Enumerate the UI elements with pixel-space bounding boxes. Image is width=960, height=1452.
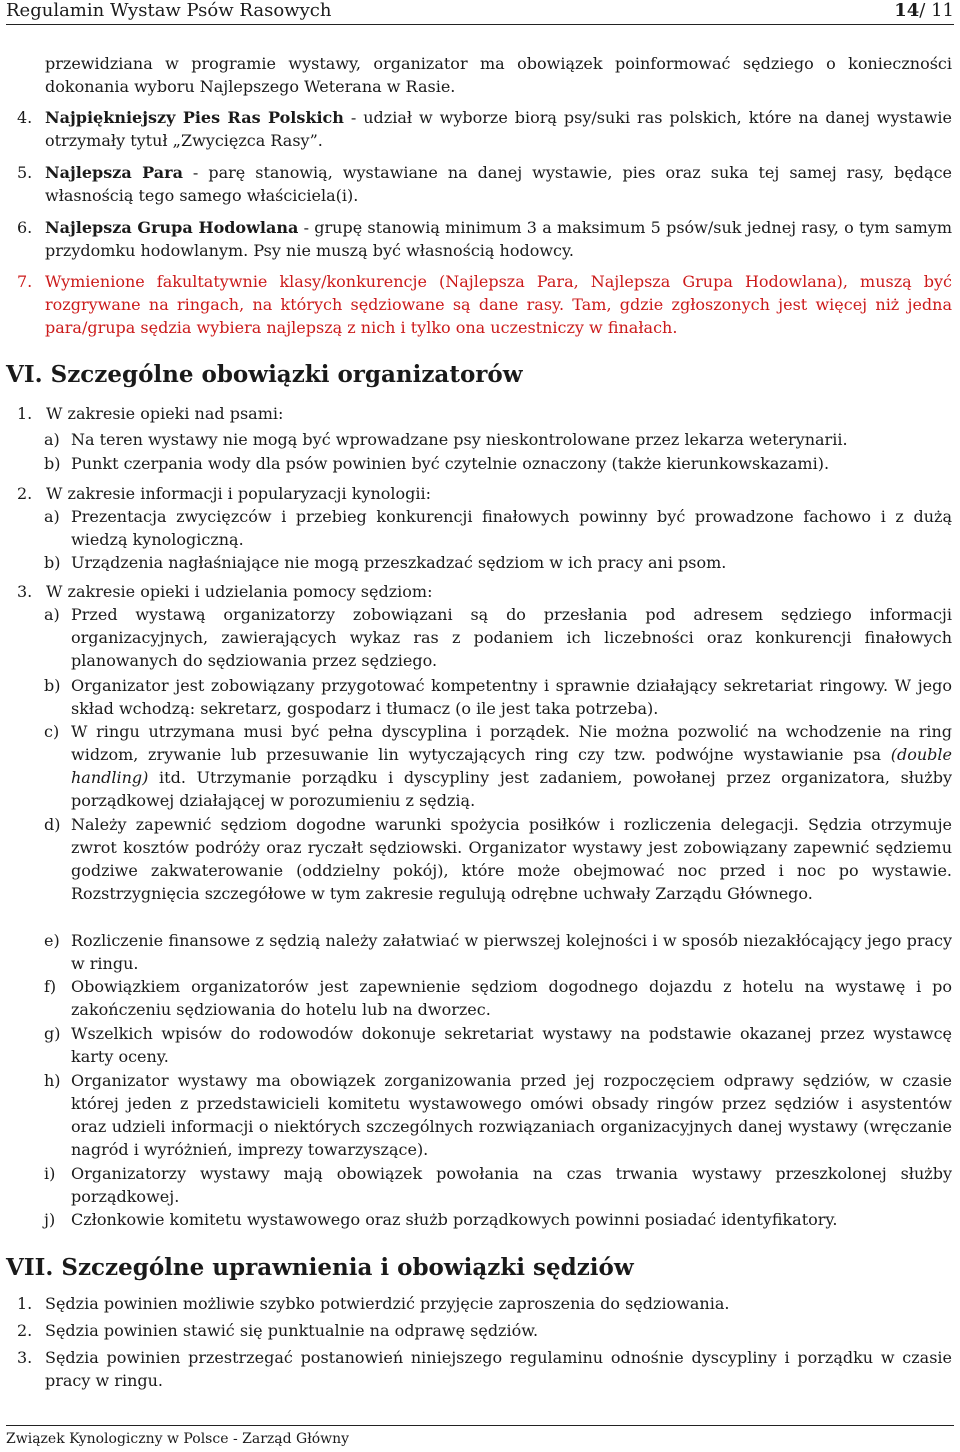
item-5: Najlepsza Para - parę stanowią, wystawiane na danej wystawie, pies oraz suka tej samej rasy, będące własnością tego samego właściciela(i). xyxy=(45,163,952,205)
sub-item: Organizator jest zobowiązany przygotować kompetentny i sprawnie działający sekretariat ringowy. W jego skład wchodzą: sekretarz, gospodarz i tłumacz (o ile jest taka potrzeba). xyxy=(71,676,952,718)
item-number: 5. xyxy=(17,163,33,182)
sub-item: W ringu utrzymana musi być pełna dyscyplina i porządek. Nie można pozwolić na wchodzenie na ring widzom, zrywanie lub przesuwanie lin wytyczających ring czy tzw. podwójne wystawianie psa (double handling) itd. Utrzymanie porządku i dyscypliny jest zadaniem, powołanej przez organizatora, służby porządkowej działającej w porozumieniu z sędzią. xyxy=(71,722,952,810)
list-item: W zakresie opieki nad psami: xyxy=(46,404,284,423)
sub-label: h) xyxy=(44,1071,61,1090)
sub-item: Prezentacja zwycięzców i przebieg konkurencji finałowych powinny być prowadzone fachowo i z dużą wiedzą kynologiczną. xyxy=(71,507,952,549)
sub-label: a) xyxy=(44,605,60,624)
list-item: Sędzia powinien możliwie szybko potwierdzić przyjęcie zaproszenia do sędziowania. xyxy=(45,1294,730,1313)
item-7: Wymienione fakultatywnie klasy/konkurencje (Najlepsza Para, Najlepsza Grupa Hodowlana), muszą być rozgrywane na ringach, na których sędziowane są dane rasy. Tam, gdzie zgłoszonych jest więcej niż jedna para/grupa sędzia wybiera najlepszą z nich i tylko ona uczestniczy w finałach. xyxy=(45,272,952,337)
list-number: 2. xyxy=(17,484,33,503)
sub-item: Organizator wystawy ma obowiązek zorganizowania przed jej rozpoczęciem odprawy sędziów, w czasie której jeden z przedstawicieli komitetu wystawowego omówi obsady ringów przez sędziów i asystentów oraz udzieli informacji o niektórych szczególnych rozwiązaniach organizacyjnych danej wystawy (wręczanie nagród i wyróżnień, imprezy towarzyszące). xyxy=(71,1071,952,1159)
sub-item: Członkowie komitetu wystawowego oraz służb porządkowych powinni posiadać identyfikatory. xyxy=(71,1210,838,1229)
list-number: 3. xyxy=(17,1348,33,1367)
list-item: Sędzia powinien przestrzegać postanowień niniejszego regulaminu odnośnie dyscypliny i porządku w czasie pracy w ringu. xyxy=(45,1348,952,1390)
page-header xyxy=(6,0,954,25)
sub-label: b) xyxy=(44,454,61,473)
sub-label: g) xyxy=(44,1024,61,1043)
item-number: 7. xyxy=(17,272,33,291)
list-number: 1. xyxy=(17,404,33,423)
sub-item: Obowiązkiem organizatorów jest zapewnienie sędziom dogodnego dojazdu z hotelu na wystawę i po zakończeniu sędziowania do hotelu lub na dworzec. xyxy=(71,977,952,1019)
page-footer xyxy=(6,1425,954,1452)
sub-label: j) xyxy=(44,1210,56,1229)
sub-label: e) xyxy=(44,931,60,950)
sub-label: d) xyxy=(44,815,61,834)
section-heading-vii: VII. Szczególne uprawnienia i obowiązki sędziów xyxy=(6,1254,634,1281)
sub-label: c) xyxy=(44,722,60,741)
intro-paragraph: przewidziana w programie wystawy, organizator ma obowiązek poinformować sędziego o konieczności dokonania wyboru Najlepszego Weterana w Rasie. xyxy=(45,54,952,96)
list-number: 1. xyxy=(17,1294,33,1313)
footer-text: Związek Kynologiczny w Polsce - Zarząd Główny xyxy=(6,1431,350,1447)
list-item: W zakresie opieki i udzielania pomocy sędziom: xyxy=(46,582,433,601)
item-4: Najpiękniejszy Pies Ras Polskich - udział w wyborze biorą psy/suki ras polskich, które na danej wystawie otrzymały tytuł „Zwycięzca Rasy”. xyxy=(45,108,952,150)
sub-label: a) xyxy=(44,507,60,526)
item-number: 4. xyxy=(17,108,33,127)
list-item: W zakresie informacji i popularyzacji kynologii: xyxy=(46,484,432,503)
sub-item: Punkt czerpania wody dla psów powinien być czytelnie oznaczony (także kierunkowskazami). xyxy=(71,454,830,473)
item-6: Najlepsza Grupa Hodowlana - grupę stanowią minimum 3 a maksimum 5 psów/suk jednej rasy, o tym samym przydomku hodowlanym. Psy nie muszą być własnością hodowcy. xyxy=(45,218,952,260)
sub-item: Urządzenia nagłaśniające nie mogą przeszkadzać sędziom w ich pracy ani psom. xyxy=(71,553,727,572)
list-number: 3. xyxy=(17,582,33,601)
sub-label: b) xyxy=(44,676,61,695)
document-title: Regulamin Wystaw Psów Rasowych xyxy=(6,0,332,21)
section-heading-vi: VI. Szczególne obowiązki organizatorów xyxy=(6,361,523,388)
sub-label: a) xyxy=(44,430,60,449)
list-item: Sędzia powinien stawić się punktualnie na odprawę sędziów. xyxy=(45,1321,539,1340)
sub-item: Na teren wystawy nie mogą być wprowadzane psy nieskontrolowane przez lekarza weterynarii. xyxy=(71,430,848,449)
sub-item: Należy zapewnić sędziom dogodne warunki spożycia posiłków i rozliczenia delegacji. Sędzia otrzymuje zwrot kosztów podróży oraz ryczałt sędziowski. Organizator wystawy jest zobowiązany zapewnić sędziemu godziwe zakwaterowanie (oddzielny pokój), które może obejmować noc przed i noc po wystawie. Rozstrzygnięcia szczegółowe w tym zakresie regulują odrębne uchwały Zarządu Głównego. xyxy=(71,815,952,903)
sub-item: Organizatorzy wystawy mają obowiązek powołania na czas trwania wystawy przeszkolonej służby porządkowej. xyxy=(71,1164,952,1206)
list-number: 2. xyxy=(17,1321,33,1340)
sub-label: f) xyxy=(44,977,57,996)
page-number: 14/ 11 xyxy=(894,0,954,21)
sub-item: Przed wystawą organizatorzy zobowiązani są do przesłania pod adresem sędziego informacji organizacyjnych, zawierających wykaz ras z podaniem ich liczebności oraz konkurencji finałowych planowanych do sędziowania przez sędziego. xyxy=(71,605,952,670)
sub-label: b) xyxy=(44,553,61,572)
sub-item: Wszelkich wpisów do rodowodów dokonuje sekretariat wystawy na podstawie okazanej przez wystawcę karty oceny. xyxy=(71,1024,952,1066)
item-number: 6. xyxy=(17,218,33,237)
sub-label: i) xyxy=(44,1164,56,1183)
sub-item: Rozliczenie finansowe z sędzią należy załatwiać w pierwszej kolejności i w sposób niezakłócający jego pracy w ringu. xyxy=(71,931,952,973)
